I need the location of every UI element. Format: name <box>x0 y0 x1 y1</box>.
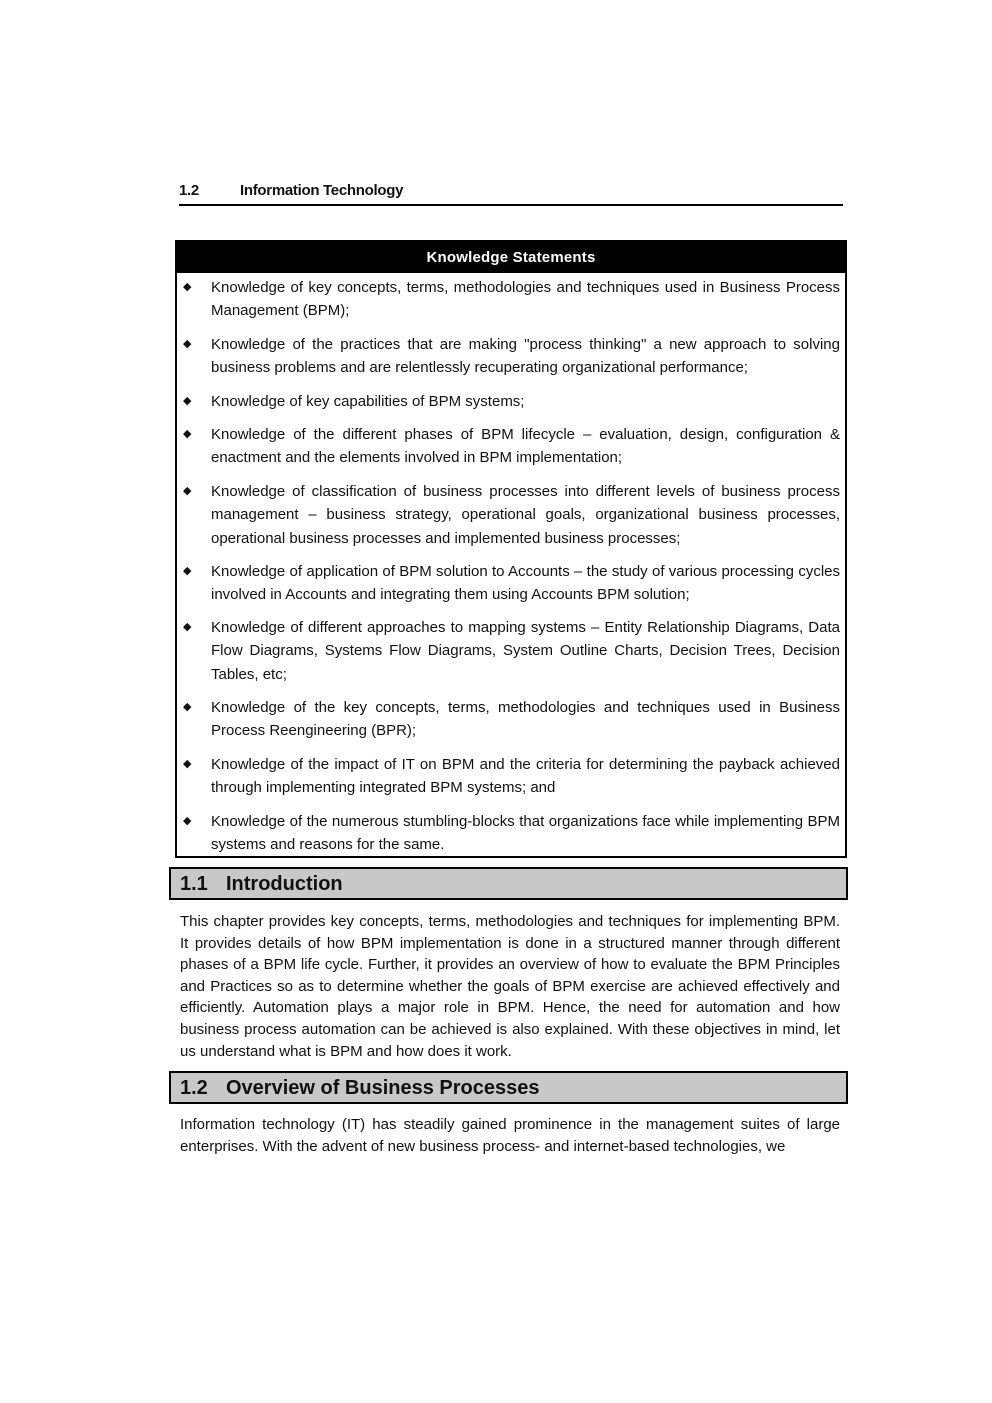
section-heading-overview <box>169 1071 848 1104</box>
diamond-bullet-icon: ◆ <box>183 565 192 577</box>
section-title: Introduction <box>226 873 343 895</box>
list-item-text: Knowledge of the key concepts, terms, methodologies and techniques used in Business Process Reengineering (BPR); <box>211 699 840 740</box>
diamond-bullet-icon: ◆ <box>183 485 192 497</box>
diamond-bullet-icon: ◆ <box>183 428 192 440</box>
diamond-bullet-icon: ◆ <box>183 338 192 350</box>
diamond-bullet-icon: ◆ <box>183 395 192 407</box>
list-item-text: Knowledge of the practices that are making "process thinking" a new approach to solving business problems and are relentlessly recuperating organizational performance; <box>211 336 840 377</box>
section-number: 1.2 <box>180 1077 208 1099</box>
knowledge-statements-heading: Knowledge Statements <box>177 242 845 273</box>
diamond-bullet-icon: ◆ <box>183 758 192 770</box>
introduction-paragraph: This chapter provides key concepts, terms, methodologies and techniques for implementing BPM. It provides details of how BPM implementation is done in a structured manner through different phases of a BPM life cycle. Further, it provides an overview of how to evaluate the BPM Principles and Practices so as to determine whether the goals of BPM exercise are achieved effectively and efficiently. Automation plays a major role in BPM. Hence, the need for automation and how business process automation can be achieved is also explained. With these objectives in mind, let us understand what is BPM and how does it work. <box>180 913 840 1060</box>
list-item-text: Knowledge of different approaches to mapping systems – Entity Relationship Diagrams, Data Flow Diagrams, Systems Flow Diagrams, System Outline Charts, Decision Trees, Decision Tables, etc; <box>211 619 840 683</box>
section-heading-introduction <box>169 867 848 900</box>
diamond-bullet-icon: ◆ <box>183 815 192 827</box>
running-header-title: Information Technology <box>240 182 404 199</box>
list-item-text: Knowledge of classification of business processes into different levels of business process management – business strategy, operational goals, organizational business processes, operational business processes and implemented business processes; <box>211 483 840 547</box>
section-number: 1.1 <box>180 873 208 895</box>
diamond-bullet-icon: ◆ <box>183 281 192 293</box>
list-item-text: Knowledge of the numerous stumbling-blocks that organizations face while implementing BPM systems and reasons for the same. <box>211 813 840 854</box>
diamond-bullet-icon: ◆ <box>183 621 192 633</box>
running-header-number: 1.2 <box>179 182 199 199</box>
list-item-text: Knowledge of key concepts, terms, methodologies and techniques used in Business Process Management (BPM); <box>211 279 840 320</box>
list-item-text: Knowledge of the different phases of BPM lifecycle – evaluation, design, configuration & enactment and the elements involved in BPM implementation; <box>211 426 840 467</box>
list-item-text: Knowledge of key capabilities of BPM systems; <box>211 393 525 410</box>
knowledge-statements-box <box>175 240 847 858</box>
overview-paragraph: Information technology (IT) has steadily gained prominence in the management suites of large enterprises. With the advent of new business process- and internet-based technologies, we <box>180 1116 840 1155</box>
diamond-bullet-icon: ◆ <box>183 701 192 713</box>
running-header <box>179 180 843 206</box>
list-item-text: Knowledge of application of BPM solution to Accounts – the study of various processing cycles involved in Accounts and integrating them using Accounts BPM solution; <box>211 563 840 604</box>
list-item-text: Knowledge of the impact of IT on BPM and the criteria for determining the payback achieved through implementing integrated BPM systems; and <box>211 756 840 797</box>
section-title: Overview of Business Processes <box>226 1077 540 1099</box>
